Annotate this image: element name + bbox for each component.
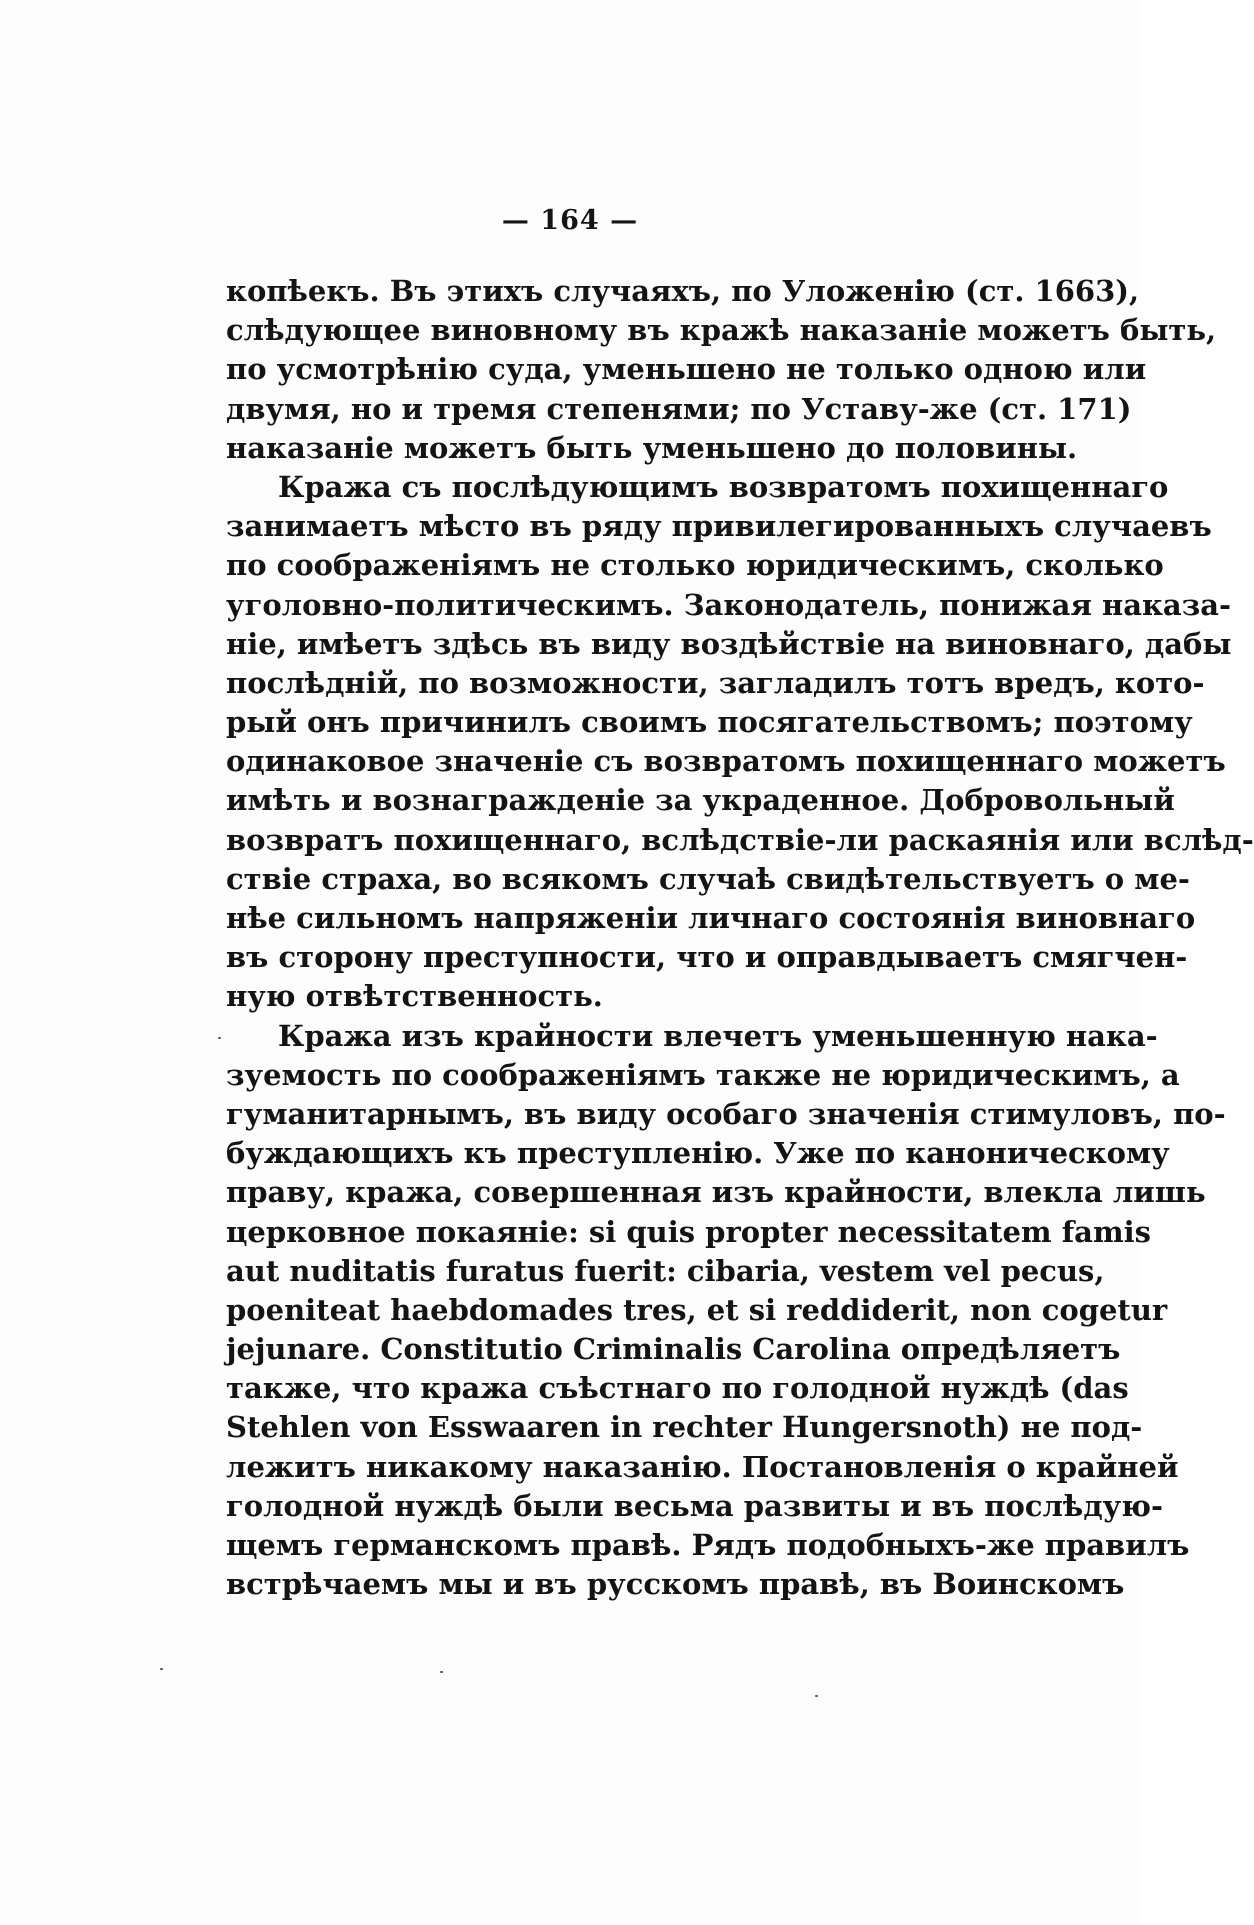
text-line: рый онъ причинилъ своимъ посягательствомъ; поэтому bbox=[226, 705, 1193, 740]
text-line: имѣть и вознагражденіе за украденное. Добровольный bbox=[226, 783, 1175, 818]
text-line: нѣе сильномъ напряженіи личнаго состоянія виновнаго bbox=[226, 901, 1196, 935]
text-line: лежитъ никакому наказанію. Постановленія о крайней bbox=[226, 1449, 1179, 1484]
scan-speck bbox=[218, 1037, 221, 1039]
page-number: — 164 — bbox=[501, 205, 639, 236]
text-line: слѣдующее виновному въ кражѣ наказаніе можетъ быть, bbox=[226, 313, 1217, 348]
text-line: также, что кража съѣстнаго по голодной нуждѣ (das bbox=[226, 1371, 1129, 1406]
paragraph-start-line: Кража изъ крайности влечетъ уменьшенную нака- bbox=[278, 1018, 1158, 1053]
text-line: занимаетъ мѣсто въ ряду привилегированныхъ случаевъ bbox=[226, 509, 1212, 544]
text-line: праву, кража, совершенная изъ крайности, влекла лишь bbox=[226, 1175, 1206, 1210]
text-line: Stehlen von Esswaaren in rechter Hungersnoth) не под- bbox=[226, 1410, 1143, 1445]
text-line: по усмотрѣнію суда, уменьшено не только одною или bbox=[226, 352, 1147, 387]
text-line: буждающихъ къ преступленію. Уже по каноническому bbox=[226, 1136, 1170, 1171]
text-line: зуемость по соображеніямъ также не юридическимъ, а bbox=[226, 1057, 1180, 1092]
scan-speck bbox=[160, 1668, 163, 1670]
text-line: ніе, имѣетъ здѣсь въ виду воздѣйствіе на виновнаго, дабы bbox=[226, 626, 1232, 661]
text-line: одинаковое значеніе съ возвратомъ похищеннаго можетъ bbox=[226, 744, 1226, 779]
text-line: послѣдній, по возможности, загладилъ тотъ вредъ, кото- bbox=[226, 665, 1205, 700]
text-line: возвратъ похищеннаго, вслѣдствіе-ли раскаянія или вслѣд- bbox=[226, 822, 1254, 857]
text-line: двумя, но и тремя степенями; по Уставу-же (ст. 171) bbox=[226, 391, 1132, 426]
text-line: ствіе страха, во всякомъ случаѣ свидѣтельствуетъ о ме- bbox=[226, 861, 1190, 896]
text-line: щемъ германскомъ правѣ. Рядъ подобныхъ-же правилъ bbox=[226, 1528, 1190, 1562]
text-line: уголовно-политическимъ. Законодатель, понижая наказа- bbox=[226, 587, 1232, 622]
text-line: poeniteat haebdomades tres, et si reddiderit, non cogetur bbox=[226, 1292, 1168, 1327]
text-line: голодной нуждѣ были весьма развиты и въ послѣдую- bbox=[226, 1488, 1163, 1523]
text-line: по соображеніямъ не столько юридическимъ, сколько bbox=[226, 548, 1164, 583]
text-line: встрѣчаемъ мы и въ русскомъ правѣ, въ Воинскомъ bbox=[226, 1567, 1125, 1602]
body-text bbox=[226, 272, 1254, 1604]
text-line: aut nuditatis furatus fuerit: cibaria, vestem vel pecus, bbox=[226, 1253, 1105, 1288]
text-line: въ сторону преступности, что и оправдываетъ смягчен- bbox=[226, 940, 1188, 975]
scan-speck bbox=[815, 1695, 818, 1697]
text-line: церковное покаяніе: si quis propter necessitatem famis bbox=[226, 1214, 1151, 1249]
text-line: наказаніе можетъ быть уменьшено до половины. bbox=[226, 430, 1078, 465]
text-line: гуманитарнымъ, въ виду особаго значенія стимуловъ, по- bbox=[226, 1096, 1226, 1131]
text-line: ную отвѣтственность. bbox=[226, 979, 603, 1014]
scan-speck bbox=[440, 1671, 443, 1673]
text-line: копѣекъ. Въ этихъ случаяхъ, по Уложенію (ст. 1663), bbox=[226, 274, 1140, 308]
paragraph-start-line: Кража съ послѣдующимъ возвратомъ похищеннаго bbox=[278, 469, 1169, 504]
text-line: jejunare. Constitutio Criminalis Carolina опредѣляетъ bbox=[226, 1332, 1121, 1367]
